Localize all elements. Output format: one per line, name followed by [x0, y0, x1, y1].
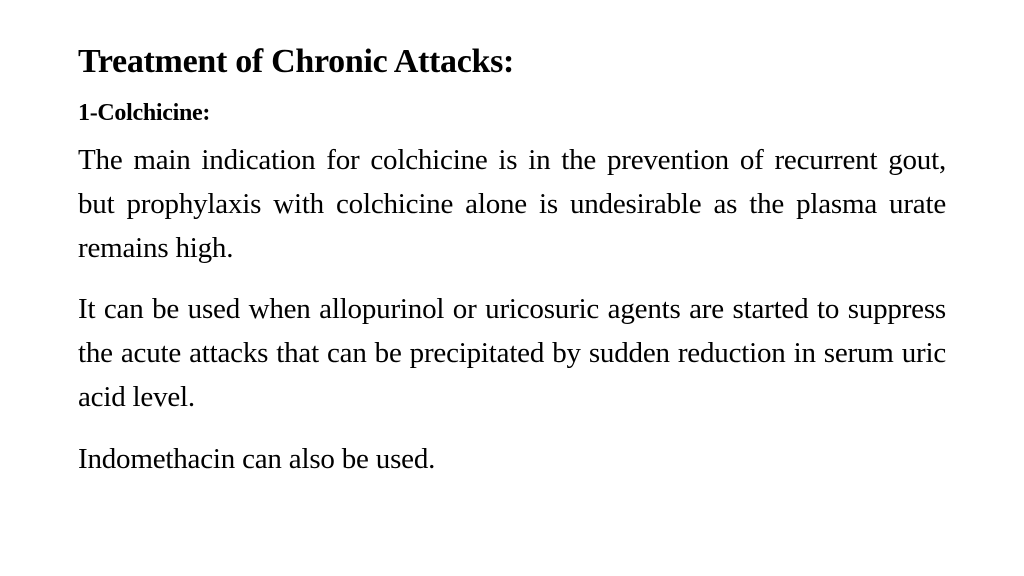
slide-title: Treatment of Chronic Attacks:	[78, 43, 515, 80]
paragraph-indomethacin: Indomethacin can also be used.	[78, 443, 436, 475]
paragraph-usage: It can be used when allopurinol or uricosuric agents are started to suppress the acute attacks that can be precipitated by sudden reduction in serum uric acid level.	[78, 293, 946, 413]
paragraph-indication: The main indication for colchicine is in the prevention of recurrent gout, but prophylaxis with colchicine alone is undesirable as the plasma urate remains high.	[78, 144, 946, 264]
slide-content	[78, 36, 946, 481]
section-heading: 1-Colchicine:	[78, 100, 211, 126]
